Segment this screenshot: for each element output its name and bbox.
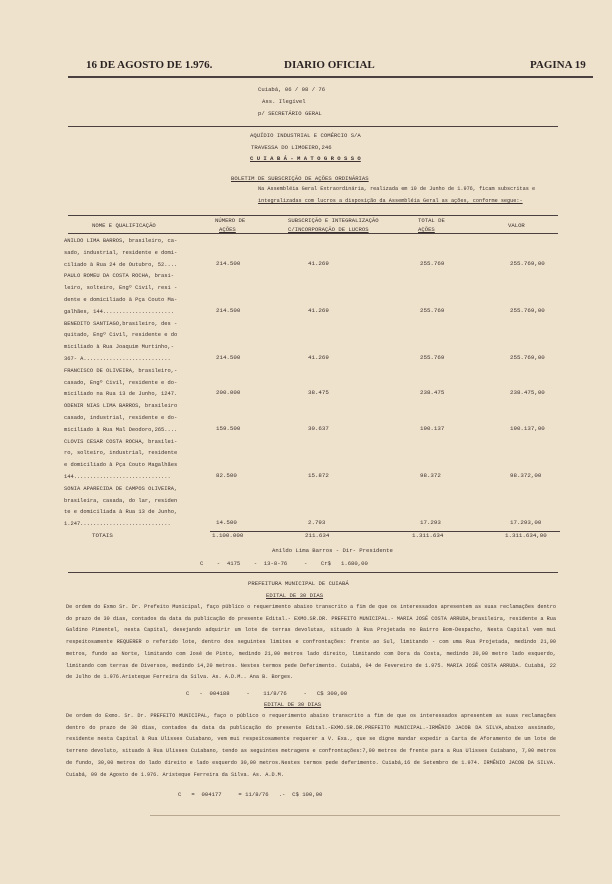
divider bbox=[68, 126, 558, 127]
totals-shares: 1.100.000 bbox=[212, 532, 244, 539]
shareholder-line: brasileira, casada, do lar, residen bbox=[64, 497, 178, 504]
col-total: TOTAL DE bbox=[418, 217, 445, 224]
page-number: PAGINA 19 bbox=[530, 59, 586, 71]
col-shares-2: AÇÕES bbox=[219, 226, 236, 233]
notice1-place-date: Cuiabá, 06 / 08 / 76 bbox=[258, 86, 326, 93]
cell-value: 255.769,00 bbox=[510, 354, 545, 361]
cell-total: 255.769 bbox=[420, 354, 445, 361]
shareholder-line: quitado, Engº Civil, residente e do bbox=[64, 332, 178, 339]
shareholder-line: casado, Engº Civil, residente e do- bbox=[64, 379, 178, 386]
shareholder-line: galhães, 144...................... bbox=[64, 308, 174, 315]
cell-value: 255.769,00 bbox=[510, 259, 545, 267]
divider bbox=[68, 572, 558, 573]
cell-total: 17.293 bbox=[420, 519, 441, 527]
shareholder-line: FRANCISCO DE OLIVEIRA, brasileiro,- bbox=[64, 367, 178, 374]
cell-shares: 82.500 bbox=[216, 472, 237, 479]
shareholder-line: leiro, solteiro, Engº Civil, resi - bbox=[64, 285, 178, 292]
cell-value: 17.293,00 bbox=[510, 519, 542, 527]
shareholder-line: ODENIR NIAS LIMA BARROS, brasileiro bbox=[64, 403, 178, 410]
cell-shares: 14.500 bbox=[216, 519, 237, 527]
cell-subs: 15.872 bbox=[308, 472, 329, 479]
company-address: TRAVESSA DO LIMOEIRO,246 bbox=[251, 144, 332, 151]
notice3-fee-line: C = 004177 = 11/8/76 .- C$ 100,00 bbox=[178, 791, 323, 798]
divider bbox=[150, 815, 560, 816]
cell-shares: 214.500 bbox=[216, 259, 241, 267]
shareholder-line: CLOVIS CESAR COSTA ROCHA, brasilei- bbox=[64, 438, 178, 445]
company-name: AQUÍDIO INDUSTRIAL E COMÉRCIO S/A bbox=[250, 132, 361, 139]
notice1-role: p/ SECRETÁRIO GERAL bbox=[258, 110, 322, 117]
shareholder-line: sado, industrial, residente e domi- bbox=[64, 249, 178, 256]
notice3-title: EDITAL DE 30 DIAS bbox=[264, 701, 322, 708]
cell-shares: 214.500 bbox=[216, 354, 241, 361]
cell-value: 255.769,00 bbox=[510, 306, 545, 314]
totals-total: 1.311.634 bbox=[412, 532, 444, 539]
shareholder-names bbox=[64, 236, 204, 531]
col-value: VALOR bbox=[508, 222, 525, 229]
cell-value: 238.475,00 bbox=[510, 389, 545, 397]
cell-subs: 41.269 bbox=[308, 354, 329, 361]
cell-shares: 200.000 bbox=[216, 389, 241, 397]
company-city: C U I A B Á - M A T O G R O S S O bbox=[250, 155, 361, 162]
notice1-signed: Ass. Ilegível bbox=[262, 98, 306, 105]
cell-subs: 41.269 bbox=[308, 259, 329, 267]
cell-value: 190.137,00 bbox=[510, 424, 545, 432]
notice2-fee-line: C - 004188 - 11/8/76 - C$ 300,00 bbox=[186, 690, 348, 697]
notice2-org: PREFEITURA MUNICIPAL DE CUIABÁ bbox=[248, 580, 349, 587]
shareholder-line: BENEDITO SANTIAGO,brasileiro, des - bbox=[64, 320, 178, 327]
cell-total: 98.372 bbox=[420, 472, 441, 479]
cell-total: 190.137 bbox=[420, 424, 445, 432]
newspaper-title: DIARIO OFICIAL bbox=[284, 59, 375, 71]
bulletin-intro-1: Na Assembléia Geral Extraordinária, realizada em 10 de Junho de 1.976, ficam subscritas e bbox=[258, 186, 536, 192]
cell-subs: 38.475 bbox=[308, 389, 329, 397]
cell-subs: 30.637 bbox=[308, 424, 329, 432]
cell-subs: 41.269 bbox=[308, 306, 329, 314]
shareholder-line: ANILDO LIMA BARROS, brasileiro, ca- bbox=[64, 238, 178, 244]
shareholder-line: te e domiciliada à Rua 13 de Junho, bbox=[64, 509, 178, 516]
shareholder-line: miciliado à Rua Joaquim Murtinho,- bbox=[64, 344, 174, 351]
col-subs-2: C/INCORPORAÇÃO DE LUCROS bbox=[288, 226, 369, 233]
shareholder-line: dente e domiciliado à Pça Couto Ma- bbox=[64, 296, 178, 303]
cell-value: 98.372,00 bbox=[510, 472, 542, 479]
header-rule bbox=[68, 76, 593, 78]
shareholder-line: 367- A........................... bbox=[64, 355, 171, 362]
cell-total: 255.769 bbox=[420, 259, 445, 267]
totals-subs: 211.634 bbox=[305, 532, 330, 539]
bulletin-intro-2: integralizadas com lucros a disposição da Assembléia Geral as ações, conforme segue:- bbox=[258, 198, 523, 204]
shareholder-line: casado, industrial, residente e do- bbox=[64, 414, 178, 421]
shareholder-line: 144.............................. bbox=[64, 473, 171, 480]
fee-line: C - 4175 - 13-8-76 - Cr$ 1.680,00 bbox=[200, 560, 368, 567]
shareholder-line: 1.247............................ bbox=[64, 521, 171, 528]
col-name: NOME E QUALIFICAÇÃO bbox=[92, 222, 156, 229]
shareholder-line: e domiciliado à Pça Couto Magalhães bbox=[64, 462, 178, 469]
cell-total: 238.475 bbox=[420, 389, 445, 397]
notice3-body: De ordem do Exmo. Sr. Dr. PREFEITO MUNICIPAL, faço o público o requerimento abaixo transcrito a fim de que os interessados apresentem as suas reclamações dentro do prazo de 30 dias, contados da data da publicação do presente Edital.-EXMO.SR.DR.PREFEITO MUNICIPAL.-IRMÊNIO JACOB DA SILVA,abaixo assinado, residente nesta Capital à Rua Ulisses Cuiabano, vem mui respeitosamente requerer a V. Exa., que se digne mandar expedir a Carta de Aforamento de um lote de terreno devoluto, situado à Rua Ulisses Cuiabano, tendo as seguintes metragens e confrontações:7,00 metros de frente para a Rua Ulisses Cuiabano, 7,00 metros de fundo, 30,00 metros do lado direito e lado esquerdo 30,00 metros.Nestes termos pede deferimento. Cuiabá,16 de Setembro de 1.974. IRMÊNIO JACOB DA SILVA. Cuiabá, 09 de Agosto de 1.976. Aristeque Ferreira da Silva. As. A.D.M. bbox=[66, 713, 556, 778]
shareholder-line: SONIA APARECIDA DE CAMPOS OLIVEIRA, bbox=[64, 485, 178, 492]
shareholder-line: PAULO ROMEU DA COSTA ROCHA, brasi- bbox=[64, 273, 174, 280]
totals-label: TOTAIS bbox=[92, 532, 113, 539]
col-shares: NÚMERO DE bbox=[215, 217, 246, 224]
cell-total: 255.769 bbox=[420, 306, 445, 314]
shareholder-line: miciliado na Rua 13 de Junho, 1247. bbox=[64, 391, 178, 398]
cell-subs: 2.793 bbox=[308, 519, 326, 527]
totals-value: 1.311.634,00 bbox=[505, 532, 547, 539]
issue-date: 16 DE AGOSTO DE 1.976. bbox=[86, 59, 213, 71]
signature: Anildo Lima Barros - Dir- Presidente bbox=[272, 547, 393, 554]
col-subs: SUBSCRIÇÃO E INTEGRALIZAÇÃO bbox=[288, 217, 379, 224]
cell-shares: 159.500 bbox=[216, 424, 241, 432]
cell-shares: 214.500 bbox=[216, 306, 241, 314]
notice2-title: EDITAL DE 30 DIAS bbox=[266, 592, 324, 599]
shareholder-line: miciliado à Rua Mal Deodoro,265.... bbox=[64, 426, 178, 433]
header-rule bbox=[68, 233, 558, 234]
shareholder-line: ro, solteiro, industrial, residente bbox=[64, 450, 178, 457]
bulletin-title: BOLETIM DE SUBSCRIÇÃO DE AÇÕES ORDINÁRIAS bbox=[231, 175, 369, 182]
shareholder-line: ciliado à Rua 24 de Outubro, 52.... bbox=[64, 261, 178, 268]
notice2-body: De ordem do Exmo Sr. Dr. Prefeito Municipal, faço público o requerimento abaixo transcrito a fim de que os interessados apresentem as suas reclamações dentro do prazo de 30 dias, contados da data da publicação do presente Edital.- EXMO.SR.DR. PREFEITO MUNICIPAL.- MARIA JOSÉ COSTA ARRUDA,brasileira, residente a Rua Galdino Pimentel, nesta Capital, desejando adquirir um lote de terras devolutas, situado à Rua Projetada no Bairro Bom-Despacho, Nesta Capital vem mui respeitosamente REQUERER o referido lote, dentro dos seguintes limites e confrontações: frente ao Sul, limitando - com uma Rua Projetada, medindo 21,00 metros, fundo ao Norte, limitando com José de Pinto, medindo 21,00 metros lado direito, limitando com Dora da Costa, medindo 20,00 metro lado esquerdo, limitando com terras de Diversos, medindo 14,20 metros. Nestes termos pede Deferimento. Cuiabá, 04 de Fevereiro de 1.975. MARIA JOSÉ COSTA ARRUDA. Cuiabá, 22 de Julho de 1.976.Aristeque Ferreira da Silva. As. A.D.M.. Ana B. Borges. bbox=[66, 604, 556, 681]
col-total-2: AÇÕES bbox=[418, 226, 435, 233]
